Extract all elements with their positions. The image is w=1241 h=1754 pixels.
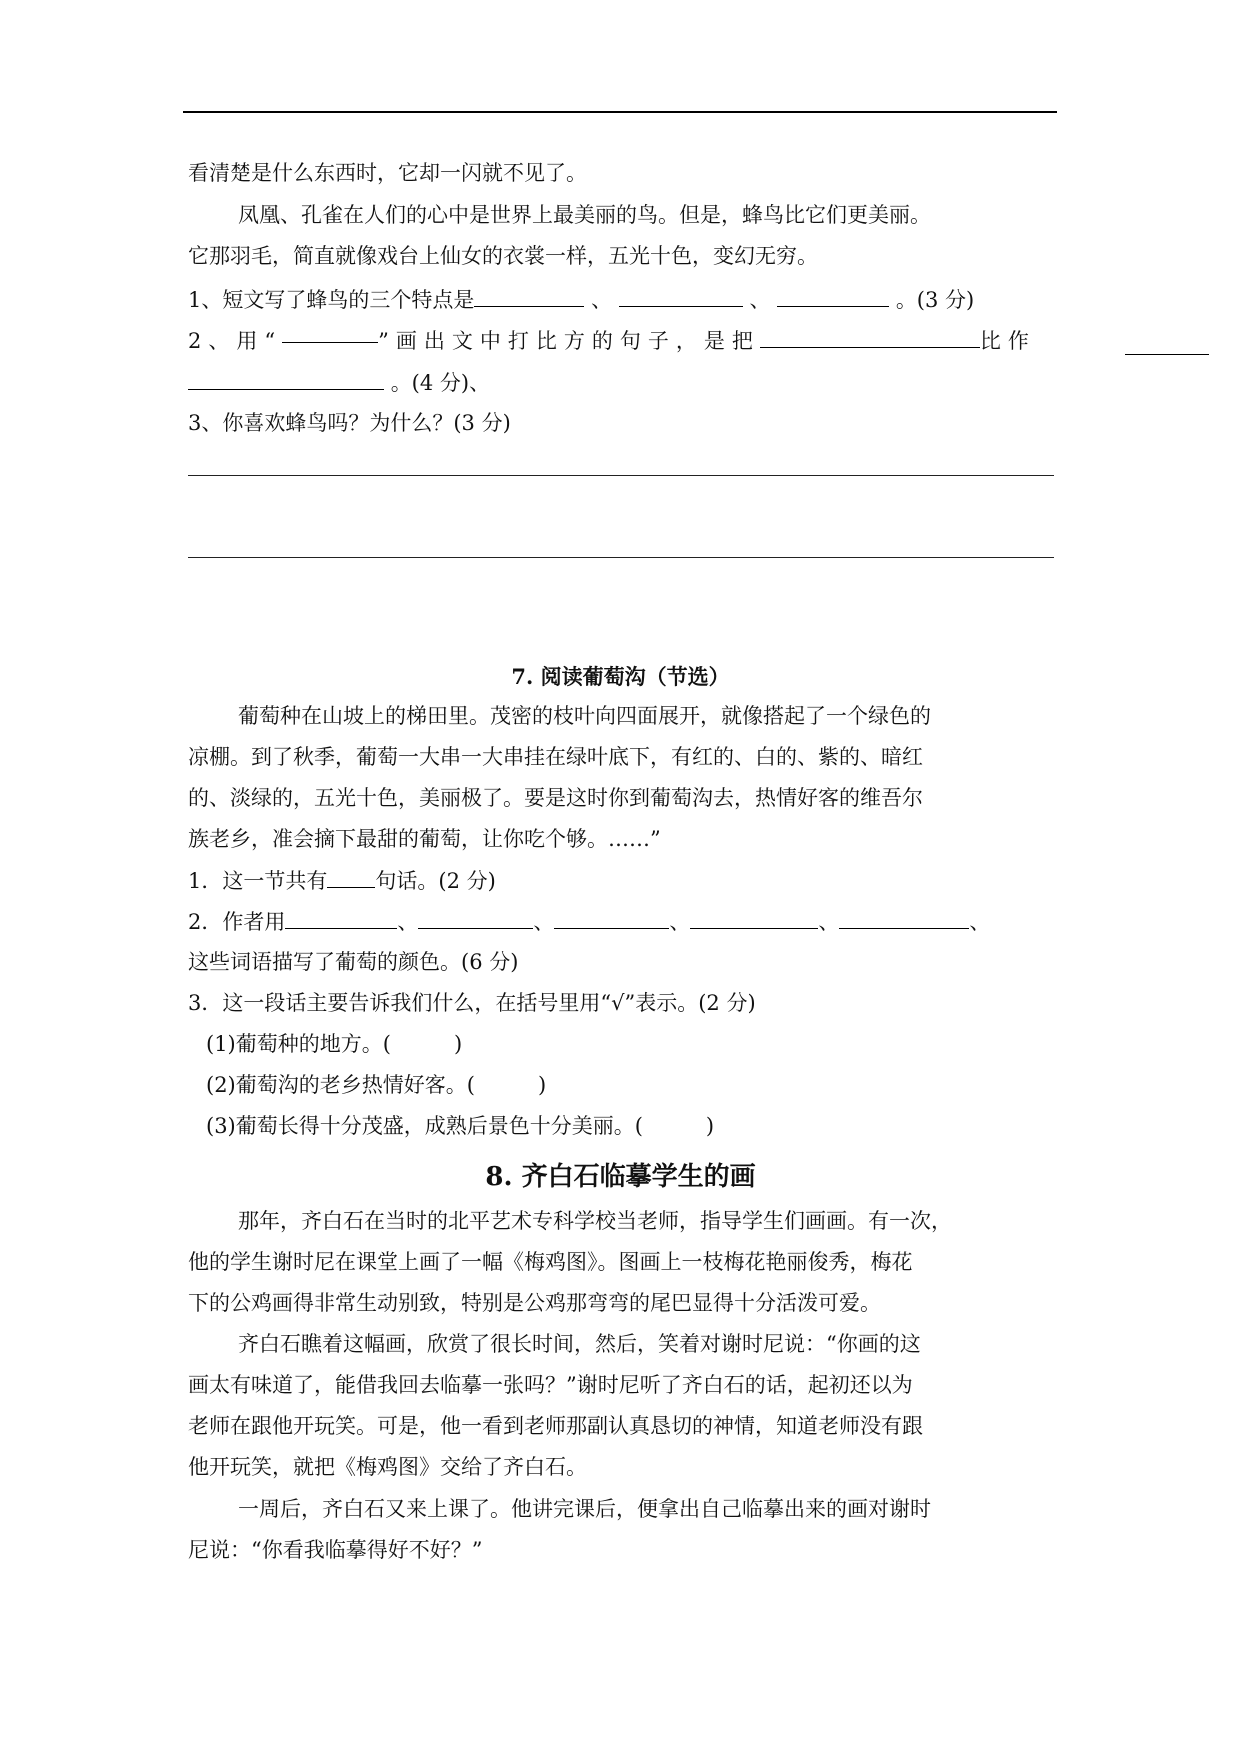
option-1[interactable]: (1)葡萄种的地方。( ): [206, 1032, 463, 1056]
header-rule: [183, 111, 1057, 113]
question-score: 。(4 分)、: [390, 371, 491, 395]
passage-text: 尼说：“你看我临摹得好不好？”: [188, 1538, 483, 1562]
question-1: [188, 284, 974, 315]
section-7-title: 7. 阅读葡萄沟（节选）: [511, 664, 730, 689]
passage-text: 他的学生谢时尼在课堂上画了一幅《梅鸡图》。图画上一枝梅花艳丽俊秀，梅花: [188, 1250, 913, 1274]
question-2: [188, 325, 1036, 356]
section-8-title: 8. 齐白石临摹学生的画: [485, 1162, 756, 1192]
question-3: 3．这一段话主要告诉我们什么，在括号里用“√”表示。(2 分): [188, 991, 756, 1015]
answer-blank[interactable]: [188, 367, 384, 390]
passage-text: 老师在跟他开玩笑。可是，他一看到老师那副认真恳切的神情，知道老师没有跟: [188, 1414, 923, 1438]
separator: 、: [969, 910, 991, 934]
question-2-continued: [188, 367, 490, 398]
passage-text: 它那羽毛，简直就像戏台上仙女的衣裳一样，五光十色，变幻无穷。: [188, 244, 818, 268]
separator: 、: [533, 910, 555, 934]
question-2: [188, 906, 990, 937]
answer-blank[interactable]: [285, 906, 397, 929]
passage-text: 一周后，齐白石又来上课了。他讲完课后，便拿出自己临摹出来的画对谢时: [238, 1497, 931, 1521]
answer-blank-stray[interactable]: [1125, 354, 1209, 355]
passage-text: 那年，齐白石在当时的北平艺术专科学校当老师，指导学生们画画。有一次，: [238, 1209, 952, 1233]
passage-text: 葡萄种在山坡上的梯田里。茂密的枝叶向四面展开，就像搭起了一个绿色的: [238, 704, 931, 728]
answer-line[interactable]: [188, 557, 1054, 558]
question-text: 句话。(2 分): [375, 869, 496, 893]
separator: 、: [818, 910, 840, 934]
question-text: 1．这一节共有: [188, 869, 328, 893]
separator: 、: [669, 910, 691, 934]
question-text: 比作: [979, 329, 1036, 353]
option-3[interactable]: (3)葡萄长得十分茂盛，成熟后景色十分美丽。( ): [206, 1114, 715, 1138]
answer-blank[interactable]: [760, 325, 980, 348]
separator: 、: [397, 910, 419, 934]
option-2[interactable]: (2)葡萄沟的老乡热情好客。( ): [206, 1073, 547, 1097]
question-text: 1、短文写了蜂鸟的三个特点是: [188, 288, 475, 312]
passage-text: 齐白石瞧着这幅画，欣赏了很长时间，然后，笑着对谢时尼说：“你画的这: [238, 1332, 921, 1356]
passage-text: 凉棚。到了秋季，葡萄一大串一大串挂在绿叶底下，有红的、白的、紫的、暗红: [188, 745, 923, 769]
passage-text: 画太有味道了，能借我回去临摹一张吗？”谢时尼听了齐白石的话，起初还以为: [188, 1373, 913, 1397]
answer-blank[interactable]: [474, 284, 584, 307]
passage-text: 族老乡，准会摘下最甜的葡萄，让你吃个够。……”: [188, 827, 661, 851]
question-text: ”画出文中打比方的句子，是把: [378, 329, 760, 353]
passage-text: 凤凰、孔雀在人们的心中是世界上最美丽的鸟。但是，蜂鸟比它们更美丽。: [238, 203, 931, 227]
answer-blank[interactable]: [327, 865, 375, 888]
answer-blank[interactable]: [839, 906, 969, 929]
question-score: 。(3 分): [895, 288, 975, 312]
separator: 、: [591, 288, 613, 312]
answer-line[interactable]: [188, 475, 1054, 476]
answer-blank[interactable]: [418, 906, 533, 929]
question-1: [188, 865, 496, 896]
question-3: 3、你喜欢蜂鸟吗？为什么？(3 分): [188, 411, 511, 435]
answer-blank[interactable]: [777, 284, 889, 307]
question-text: 2．作者用: [188, 910, 286, 934]
passage-text: 的、淡绿的，五光十色，美丽极了。要是这时你到葡萄沟去，热情好客的维吾尔: [188, 786, 923, 810]
answer-blank[interactable]: [619, 284, 743, 307]
answer-blank[interactable]: [690, 906, 818, 929]
underline-sample: [282, 342, 378, 343]
passage-text: 下的公鸡画得非常生动别致，特别是公鸡那弯弯的尾巴显得十分活泼可爱。: [188, 1291, 881, 1315]
passage-text: 看清楚是什么东西时，它却一闪就不见了。: [188, 161, 587, 185]
question-2-continued: 这些词语描写了葡萄的颜色。(6 分): [188, 950, 519, 974]
passage-text: 他开玩笑，就把《梅鸡图》交给了齐白石。: [188, 1455, 587, 1479]
question-text: 2、用“: [188, 329, 283, 353]
answer-blank[interactable]: [554, 906, 669, 929]
separator: 、: [749, 288, 771, 312]
